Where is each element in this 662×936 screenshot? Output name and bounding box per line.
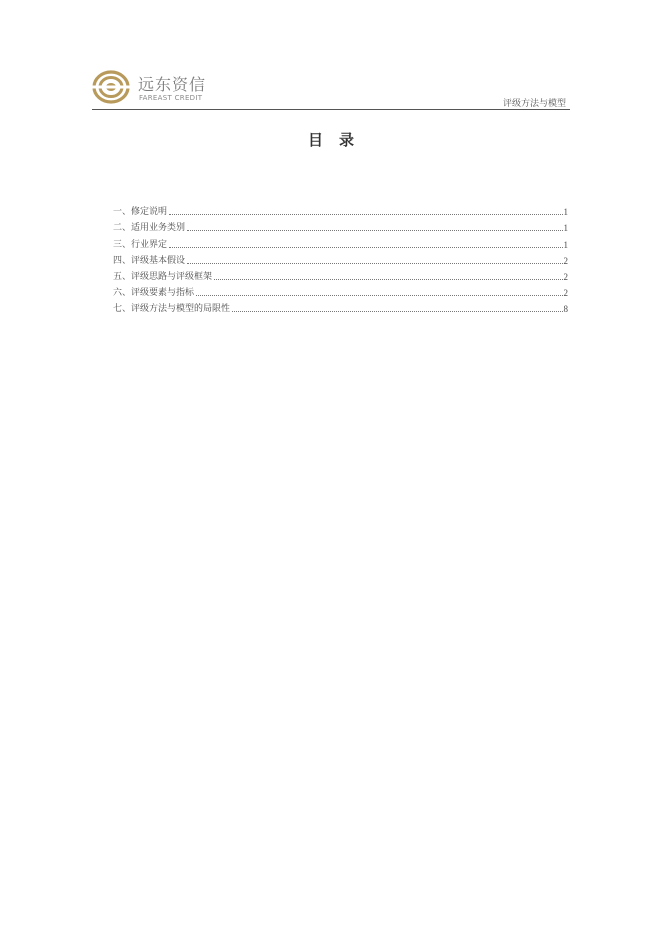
logo-chinese-name: 远东资信 [138, 75, 207, 94]
toc-dot-leader [187, 230, 562, 231]
toc-entry[interactable] [113, 250, 568, 266]
toc-entry[interactable] [113, 201, 568, 217]
header-section-label: 评级方法与模型 [502, 99, 566, 109]
toc-entry-label: 四、评级基本假设 [113, 255, 186, 266]
toc-entry[interactable] [113, 282, 568, 298]
toc-dot-leader [196, 295, 562, 296]
toc-page-number: 1 [563, 223, 568, 234]
toc-dot-leader [187, 263, 562, 264]
toc-dot-leader [169, 214, 562, 215]
toc-dot-leader [169, 247, 562, 248]
toc-entry-label: 七、评级方法与模型的局限性 [113, 304, 231, 315]
company-logo [92, 70, 222, 106]
page-title: 目录 [307, 131, 370, 149]
toc-entry-label: 二、适用业务类别 [113, 223, 186, 234]
toc-entry-label: 五、评级思路与评级框架 [113, 271, 213, 282]
toc-entry-label: 六、评级要素与指标 [113, 288, 195, 299]
toc-page-number: 2 [563, 288, 568, 299]
toc-dot-leader [232, 311, 562, 312]
toc-entry[interactable] [113, 217, 568, 233]
toc-entry[interactable] [113, 298, 568, 314]
toc-entry-label: 一、修定说明 [113, 207, 168, 218]
toc-page-number: 2 [563, 271, 568, 282]
toc-page-number: 1 [563, 207, 568, 218]
table-of-contents [113, 201, 568, 314]
logo-english-name: FAREAST CREDIT [139, 94, 203, 102]
toc-entry[interactable] [113, 266, 568, 282]
header-divider [92, 109, 570, 110]
toc-page-number: 1 [563, 239, 568, 250]
toc-page-number: 2 [563, 255, 568, 266]
toc-entry-label: 三、行业界定 [113, 239, 168, 250]
toc-dot-leader [214, 279, 562, 280]
fareast-logo-icon [92, 70, 130, 104]
toc-page-number: 8 [563, 304, 568, 315]
toc-entry[interactable] [113, 233, 568, 249]
